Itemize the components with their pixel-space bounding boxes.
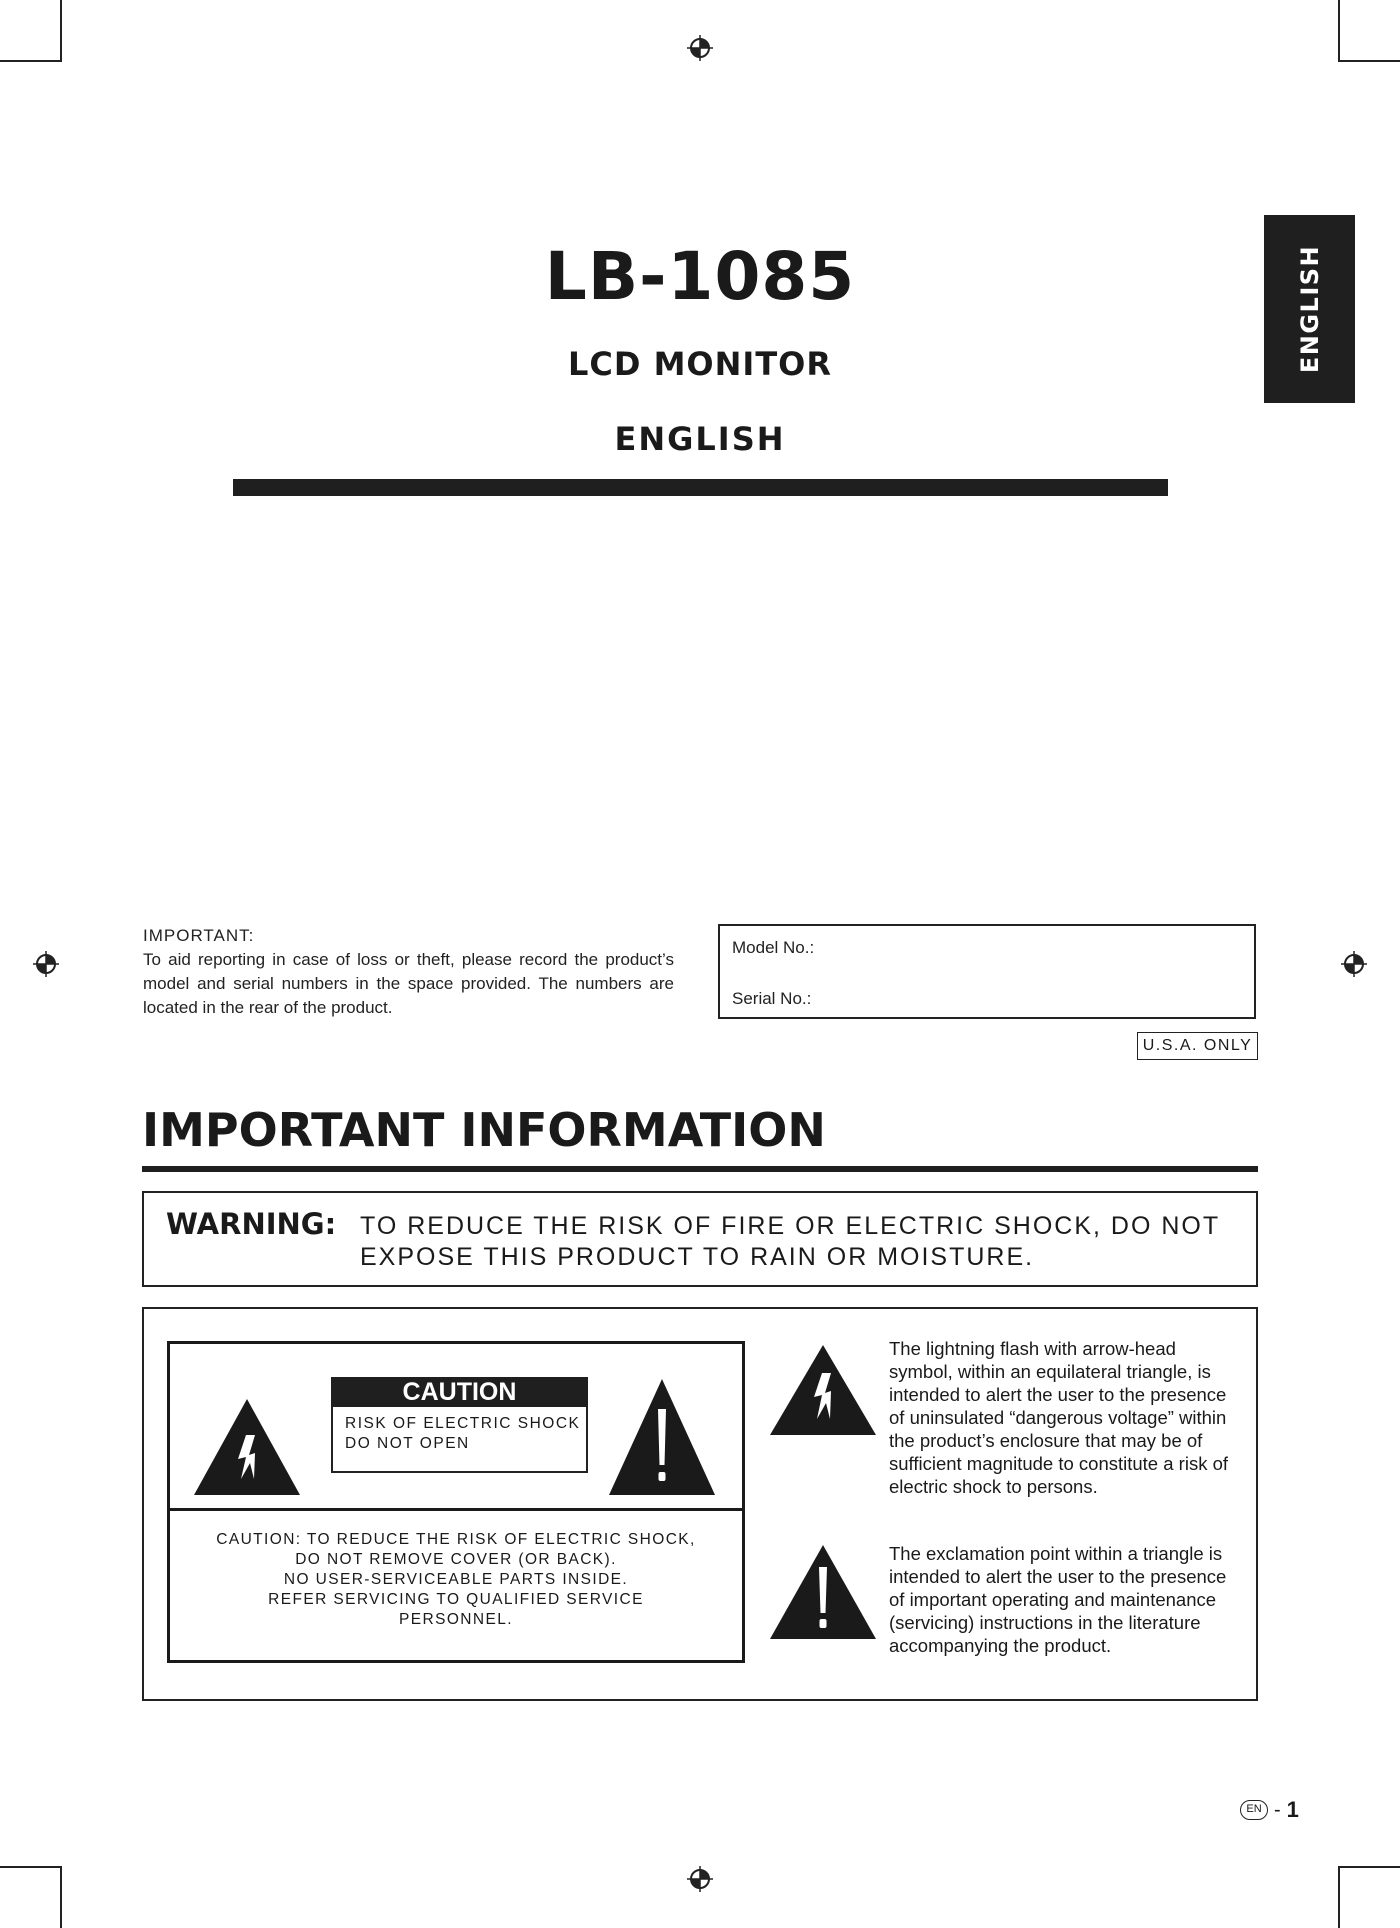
- warning-box: [142, 1191, 1258, 1287]
- important-note-heading: IMPORTANT:: [143, 926, 255, 945]
- caution-instructions-line: DO NOT REMOVE COVER (OR BACK).: [295, 1551, 617, 1568]
- page-number-value: 1: [1286, 1797, 1299, 1822]
- caution-panel-divider: [170, 1508, 742, 1511]
- registration-mark-top-icon: [685, 33, 715, 63]
- caution-label: [331, 1377, 588, 1473]
- lightning-triangle-icon: [194, 1399, 300, 1495]
- caution-instructions-line: PERSONNEL.: [399, 1611, 513, 1628]
- important-note-body: To aid reporting in case of loss or theft, please record the product’s model and serial numbers in the space provided. The numbers are located in the rear of the product.: [143, 950, 674, 1017]
- caution-label-text: [345, 1414, 580, 1454]
- page-separator: -: [1274, 1798, 1281, 1821]
- caution-instructions-line: NO USER-SERVICEABLE PARTS INSIDE.: [283, 1571, 629, 1588]
- section-divider: [142, 1166, 1258, 1172]
- lightning-symbol-explanation: The lightning flash with arrow-head symbol, within an equilateral triangle, is intended to alert the user to the presence of uninsulated “dangerous voltage” within the product’s enclosure that may be of sufficient magnitude to constitute a risk of electric shock to persons.: [889, 1338, 1229, 1497]
- lightning-symbol-icon: [770, 1345, 876, 1435]
- safety-symbols-box: [142, 1307, 1258, 1701]
- exclamation-symbol-icon: [770, 1545, 876, 1639]
- exclamation-triangle-icon: [609, 1379, 715, 1495]
- exclamation-symbol-explanation: The exclamation point within a triangle is intended to alert the user to the presence of important operating and maintenance (servicing) instructions in the literature accompanying the product.: [889, 1543, 1227, 1656]
- caution-label-header: CAUTION: [331, 1377, 588, 1407]
- important-note: [143, 924, 674, 1020]
- region-tag: U.S.A. ONLY: [1137, 1032, 1258, 1060]
- serial-number-label: Serial No.:: [732, 989, 812, 1008]
- model-title: LB-1085: [544, 238, 856, 315]
- caution-instructions: [170, 1530, 742, 1630]
- warning-text-line: TO REDUCE THE RISK OF FIRE OR ELECTRIC SHOCK, DO NOT: [360, 1212, 1221, 1240]
- registration-mark-right-icon: [1339, 949, 1369, 979]
- registration-mark-bottom-icon: [685, 1864, 715, 1894]
- caution-label-line: DO NOT OPEN: [345, 1435, 470, 1452]
- title-divider: [233, 479, 1168, 496]
- caution-instructions-line: REFER SERVICING TO QUALIFIED SERVICE: [268, 1591, 644, 1608]
- product-type: LCD MONITOR: [568, 345, 832, 383]
- language-badge: EN: [1240, 1800, 1268, 1820]
- warning-label: WARNING:: [166, 1207, 337, 1241]
- caution-label-line: RISK OF ELECTRIC SHOCK: [345, 1415, 581, 1432]
- caution-instructions-line: CAUTION: TO REDUCE THE RISK OF ELECTRIC SHOCK,: [216, 1531, 696, 1548]
- section-title: IMPORTANT INFORMATION: [142, 1103, 826, 1157]
- model-number-label: Model No.:: [732, 938, 815, 957]
- registration-mark-left-icon: [31, 949, 61, 979]
- warning-text: [360, 1211, 1240, 1273]
- language-tab-label: ENGLISH: [1295, 244, 1324, 374]
- language-label: ENGLISH: [614, 420, 786, 458]
- warning-text-line: EXPOSE THIS PRODUCT TO RAIN OR MOISTURE.: [360, 1243, 1035, 1271]
- caution-panel: [167, 1341, 745, 1663]
- record-box: [718, 924, 1256, 1019]
- page-number: [1240, 1797, 1299, 1823]
